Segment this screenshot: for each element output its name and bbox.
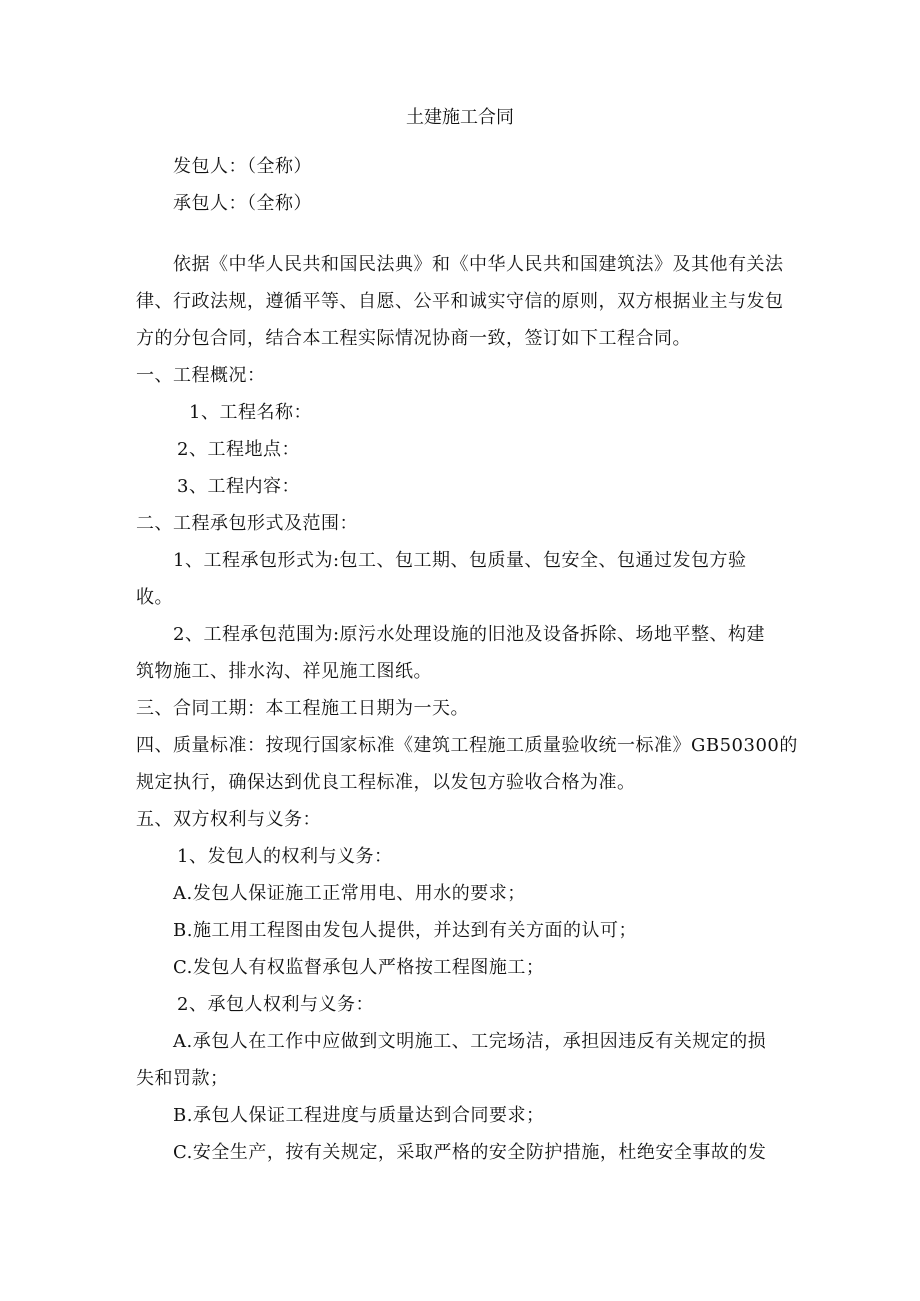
section-1-heading: 一、工程概况： [136,365,266,386]
contract-form-line-1: 1、工程承包形式为:包工、包工期、包质量、包安全、包通过发包方验 [173,550,747,571]
contractor-line: 承包人：（全称） [173,193,312,214]
contract-form-line-2: 收。 [136,587,173,608]
employer-rights-heading: 1、发包人的权利与义务： [177,846,393,867]
contractor-item-a-line-2: 失和罚款； [136,1068,229,1089]
employer-item-c: C.发包人有权监督承包人严格按工程图施工； [173,957,545,978]
contractor-item-a-line-1: A.承包人在工作中应做到文明施工、工完场洁，承担因违反有关规定的损 [173,1031,767,1052]
contractor-item-c: C.安全生产，按有关规定，采取严格的安全防护措施，杜绝安全事故的发 [173,1142,767,1163]
employer-item-b: B.施工用工程图由发包人提供，并达到有关方面的认可； [173,920,637,941]
contractor-rights-heading: 2、承包人权利与义务： [177,994,374,1015]
contract-scope-line-2: 筑物施工、排水沟、祥见施工图纸。 [136,661,432,682]
preamble-line-2: 律、行政法规，遵循平等、自愿、公平和诚实守信的原则，双方根据业主与发包 [136,291,784,312]
project-location-line: 2、工程地点： [177,439,300,460]
contract-scope-line-1: 2、工程承包范围为:原污水处理设施的旧池及设备拆除、场地平整、构建 [173,624,766,645]
project-content-line: 3、工程内容： [177,476,300,497]
section-4-quality-line-2: 规定执行，确保达到优良工程标准，以发包方验收合格为准。 [136,772,636,793]
section-3-duration: 三、合同工期：本工程施工日期为一天。 [136,698,469,719]
section-5-heading: 五、双方权利与义务： [136,809,321,830]
contractor-item-b: B.承包人保证工程进度与质量达到合同要求； [173,1105,545,1126]
preamble-line-1: 依据《中华人民共和国民法典》和《中华人民共和国建筑法》及其他有关法 [173,254,784,275]
project-name-line: 1、工程名称： [189,402,312,423]
preamble-line-3: 方的分包合同，结合本工程实际情况协商一致，签订如下工程合同。 [136,328,691,349]
employer-line: 发包人：（全称） [173,156,312,177]
document-title: 土建施工合同 [406,107,514,128]
employer-item-a: A.发包人保证施工正常用电、用水的要求； [173,883,526,904]
section-4-quality-line-1: 四、质量标准：按现行国家标准《建筑工程施工质量验收统一标准》GB50300的 [136,735,798,756]
section-2-heading: 二、工程承包形式及范围： [136,513,358,534]
